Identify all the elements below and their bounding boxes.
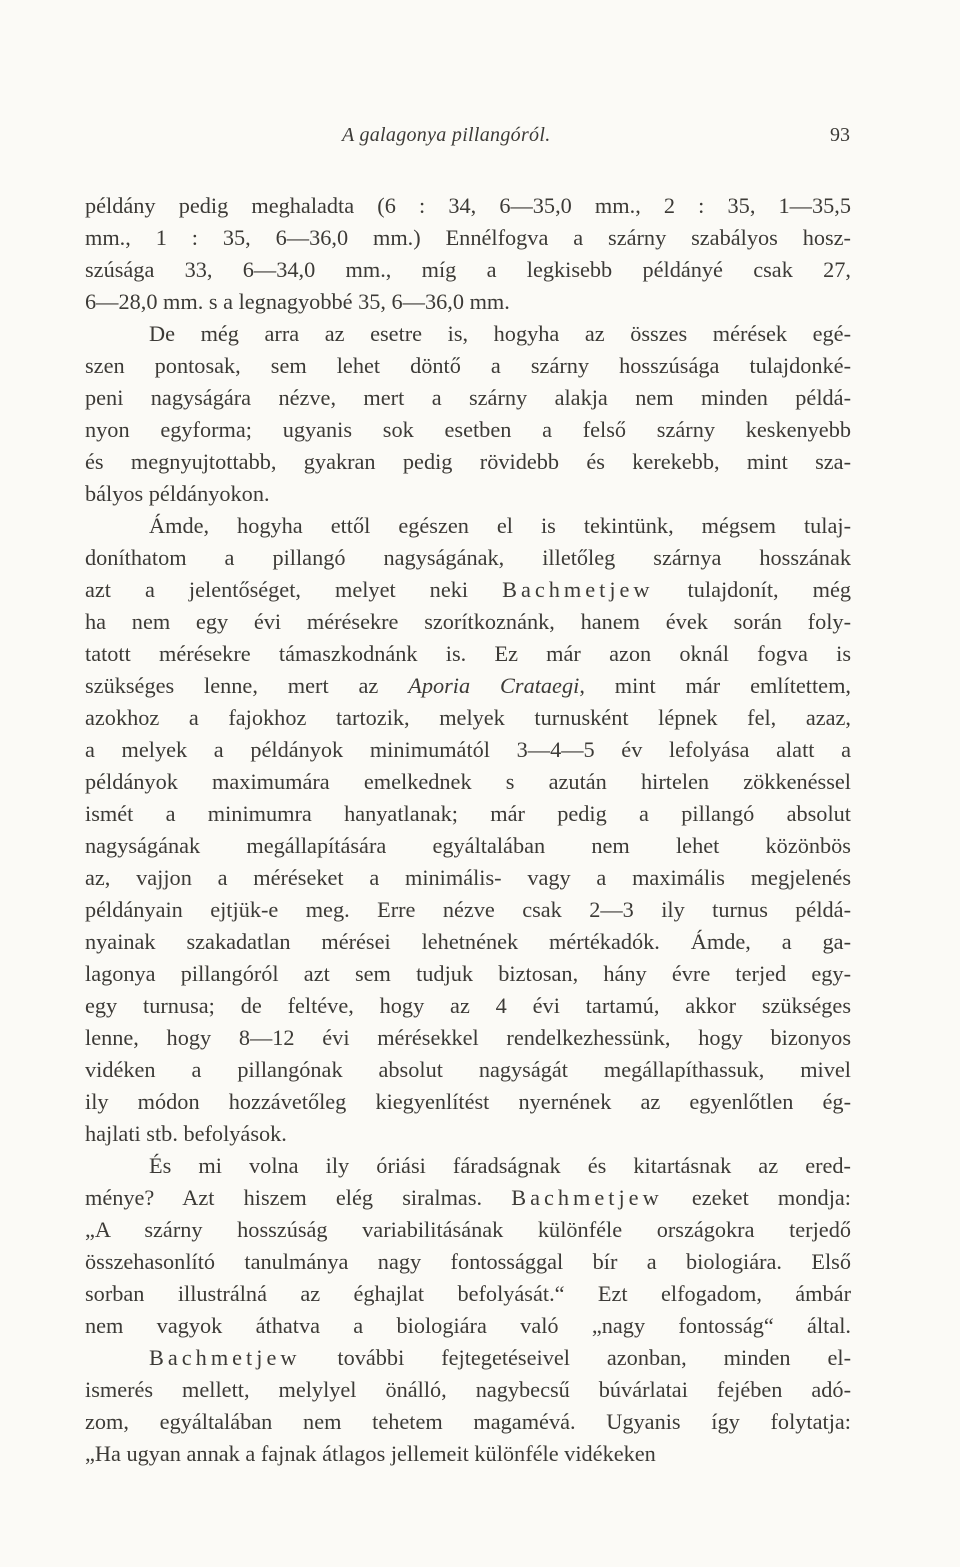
- text-line: hajlati stb. befolyások.: [85, 1121, 287, 1146]
- text-line: bályos példányokon.: [85, 481, 270, 506]
- text-line: sorban illustrálná az éghajlat befolyását.“ Ezt elfogadom, ámbár: [85, 1281, 851, 1306]
- text-line: nem vagyok áthatva a biologiára való „nagy fontosság“ által.: [85, 1313, 851, 1338]
- text-line: peni nagyságára nézve, mert a szárny alakja nem minden példá-: [85, 385, 851, 410]
- text-line: „Ha ugyan annak a fajnak átlagos jellemeit különféle vidékeken: [85, 1441, 656, 1466]
- author-name: Bachmetjew: [502, 577, 654, 602]
- text-line: ismerés mellett, melylyel önálló, nagybecsű búvárlatai fejében adó-: [85, 1377, 851, 1402]
- text-line: és megnyujtottabb, gyakran pedig rövidebb és kerekebb, mint sza-: [85, 449, 851, 474]
- text-line: nagyságának megállapítására egyáltalában nem lehet közönbös: [85, 833, 851, 858]
- text-line: példányok maximumára emelkednek s azután hirtelen zökkenéssel: [85, 769, 851, 794]
- text-line: példány pedig meghaladta (6 : 34, 6—35,0 mm., 2 : 35, 1—35,5: [85, 193, 851, 218]
- page-number: 93: [830, 124, 850, 146]
- text-line: mm., 1 : 35, 6—36,0 mm.) Ennélfogva a szárny szabályos hosz-: [85, 225, 851, 250]
- text-line: nyon egyforma; ugyanis sok esetben a felső szárny keskenyebb: [85, 417, 851, 442]
- species-name: Aporia Crataegi: [408, 673, 580, 698]
- text-line: „A szárny hosszúság variabilitásának különféle országokra terjedő: [85, 1217, 851, 1242]
- text-line: szen pontosak, sem lehet döntő a szárny hosszúsága tulajdonké-: [85, 353, 851, 378]
- running-title: A galagonya pillangóról.: [342, 124, 551, 146]
- text-line: doníthatom a pillangó nagyságának, illetőleg szárnya hosszának: [85, 545, 851, 570]
- text-line: lagonya pillangóról azt sem tudjuk biztosan, hány évre terjed egy-: [85, 961, 851, 986]
- text-line: nyainak szakadatlan mérései lehetnének mértékadók. Ámde, a ga-: [85, 929, 851, 954]
- text-line: És mi volna ily óriási fáradságnak és kitartásnak az ered-: [149, 1153, 851, 1178]
- text-line: Ámde, hogyha ettől egészen el is tekintünk, mégsem tulaj-: [149, 513, 851, 538]
- text-line: a melyek a példányok minimumától 3—4—5 év lefolyása alatt a: [85, 737, 851, 762]
- text-line: 6—28,0 mm. s a legnagyobbé 35, 6—36,0 mm.: [85, 289, 510, 314]
- text-line: lenne, hogy 8—12 évi mérésekkel rendelkezhessünk, hogy bizonyos: [85, 1025, 851, 1050]
- author-name: Bachmetjew: [149, 1345, 301, 1370]
- text-line: tatott mérésekre támaszkodnánk is. Ez már azon oknál fogva is: [85, 641, 851, 666]
- text-line: az, vajjon a méréseket a minimális- vagy a maximális megjelenés: [85, 865, 851, 890]
- text-line: egy turnusa; de feltéve, hogy az 4 évi tartamú, akkor szükséges: [85, 993, 851, 1018]
- text-line: azokhoz a fajokhoz tartozik, melyek turnusként lépnek fel, azaz,: [85, 705, 851, 730]
- text-line: szúsága 33, 6—34,0 mm., míg a legkisebb példányé csak 27,: [85, 257, 851, 282]
- text-line: szükséges lenne, mert az Aporia Crataegi, mint már említettem,: [85, 673, 851, 698]
- body-text: [85, 190, 851, 1470]
- text-line: De még arra az esetre is, hogyha az összes mérések egé-: [149, 321, 851, 346]
- text-line: zom, egyáltalában nem tehetem magamévá. Ugyanis így folytatja:: [85, 1409, 851, 1434]
- text-line: példányain ejtjük-e meg. Erre nézve csak 2—3 ily turnus példá-: [85, 897, 851, 922]
- text-line: összehasonlító tanulmánya nagy fontossággal bír a biologiára. Első: [85, 1249, 851, 1274]
- running-header: [0, 124, 960, 154]
- text-line: vidéken a pillangónak absolut nagyságát megállapíthassuk, mivel: [85, 1057, 851, 1082]
- text-line: ismét a minimumra hanyatlanak; már pedig a pillangó absolut: [85, 801, 851, 826]
- author-name: Bachmetjew: [511, 1185, 663, 1210]
- text-line: ménye? Azt hiszem elég siralmas. Bachmetjew ezeket mondja:: [85, 1185, 851, 1210]
- text-line: Bachmetjew további fejtegetéseivel azonban, minden el-: [149, 1345, 851, 1370]
- text-line: azt a jelentőséget, melyet neki Bachmetjew tulajdonít, még: [85, 577, 851, 602]
- text-line: ily módon hozzávetőleg kiegyenlítést nyernének az egyenlőtlen ég-: [85, 1089, 851, 1114]
- text-line: ha nem egy évi mérésekre szorítkoznánk, hanem évek során foly-: [85, 609, 851, 634]
